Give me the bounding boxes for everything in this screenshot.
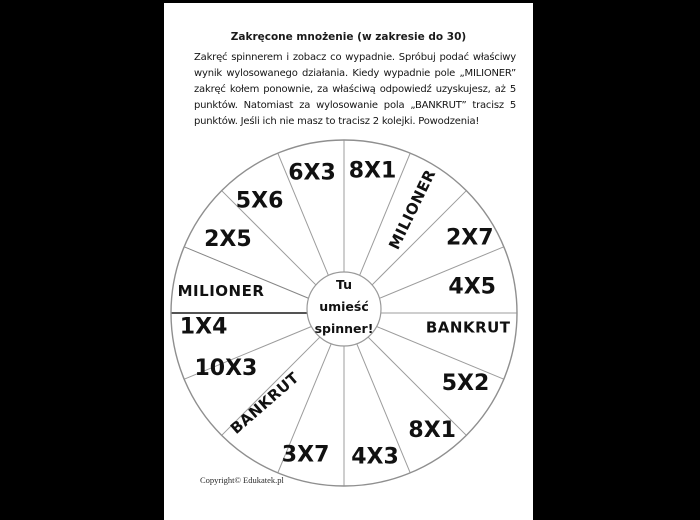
spinner-wheel — [164, 3, 533, 520]
wheel-center-label: spinner! — [314, 321, 374, 336]
worksheet-title: Zakręcone mnożenie (w zakresie do 30) — [230, 31, 467, 43]
wheel-segment-label: 3X7 — [281, 442, 330, 468]
wheel-segment-label: 8X1 — [348, 158, 397, 184]
wheel-segment-label: 8X1 — [408, 418, 456, 444]
wheel-segment-label: BANKRUT — [226, 368, 303, 438]
wheel-segment-label: 1X4 — [179, 314, 228, 340]
wheel-segment-label: 5X2 — [441, 371, 490, 397]
wheel-segment-label: 5X6 — [235, 188, 284, 214]
wheel-segment-label: 4X3 — [351, 444, 399, 470]
wheel-segment-label: 10X3 — [194, 356, 258, 382]
wheel-segment-label: 4X5 — [448, 274, 496, 300]
wheel-segment-label: MILIONER — [385, 166, 440, 253]
worksheet-page — [164, 3, 533, 520]
instructions-line: Zakręć spinnerem i zobacz co wypadnie. Spróbuj podać właściwy — [194, 52, 516, 63]
instructions-line: zakręć kołem ponownie, za właściwą odpowiedź uzyskujesz, aż 5 — [194, 84, 516, 95]
instructions-line: wynik wylosowanego działania. Kiedy wypadnie pole „MILIONER” — [194, 68, 516, 79]
instructions-line: punktów. Jeśli ich nie masz to tracisz 2 kolejki. Powodzenia! — [194, 116, 480, 127]
copyright-text: Copyright© Edukatek.pl — [200, 475, 284, 485]
wheel-center-label: Tu — [335, 277, 353, 292]
wheel-segment-label: BANKRUT — [425, 318, 511, 337]
wheel-segment-label: 2X7 — [446, 225, 494, 251]
wheel-center-label: umieść — [319, 299, 369, 314]
wheel-segment-label: 2X5 — [204, 227, 252, 252]
wheel-segment-label: 6X3 — [288, 160, 336, 186]
wheel-segment-label: MILIONER — [177, 282, 265, 300]
instructions-line: punktów. Natomiast za wylosowanie pola „BANKRUT” tracisz 5 — [194, 100, 516, 111]
